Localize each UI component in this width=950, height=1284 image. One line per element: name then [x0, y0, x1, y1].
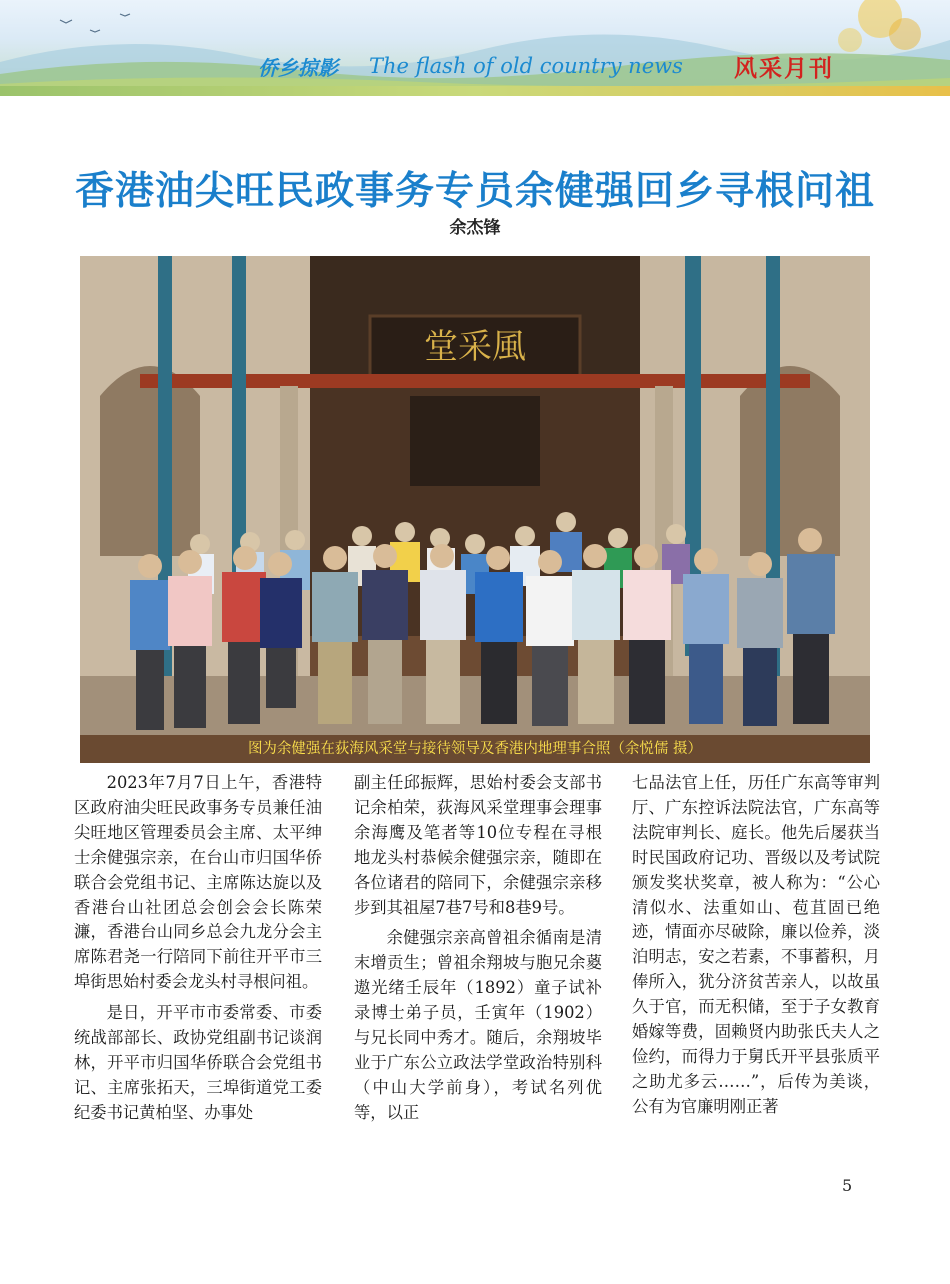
article-author: 余杰锋	[449, 218, 501, 238]
page-header	[0, 0, 950, 96]
text-column-2	[354, 771, 602, 1132]
group-photo-illustration	[80, 256, 870, 763]
paragraph: 余健强宗亲高曾祖余循南是清末增贡生；曾祖余翔坡与胞兄余葼遨光绪壬辰年（1892）童子试补录博士弟子员，壬寅年（1902）与兄长同中秀才。随后，余翔坡毕业于广东公立政法学堂政治特别科（中山大学前身），考试名列优等，以正	[354, 928, 602, 1122]
article-title: 香港油尖旺民政事务专员余健强回乡寻根问祖	[74, 169, 875, 214]
paragraph: 副主任邱振辉，思始村委会支部书记余柏荣，荻海风采堂理事会理事余海鹰及笔者等10位专程在寻根地龙头村恭候余健强宗亲，随即在各位诸君的陪同下，余健强宗亲移步到其祖屋7巷7号和8巷9号。	[354, 773, 602, 917]
section-name: 侨乡掠影	[258, 56, 338, 80]
text-column-3	[632, 771, 880, 1126]
magazine-name: 风采月刊	[734, 55, 834, 82]
paragraph: 是日，开平市市委常委、市委统战部部长、政协党组副书记谈润林，开平市归国华侨联合会党组书记、主席张拓天，三埠街道党工委纪委书记黄柏坚、办事处	[74, 1003, 322, 1122]
paragraph: 2023年7月7日上午，香港特区政府油尖旺民政事务专员兼任油尖旺地区管理委员会主席、太平绅士余健强宗亲，在台山市归国华侨联合会党组书记、主席陈达旋以及香港台山社团总会创会会长陈荣濂，香港台山同乡总会九龙分会主席陈君尧一行陪同下前往开平市三埠街思始村委会龙头村寻根问祖。	[74, 773, 322, 992]
header-strip	[0, 86, 950, 96]
page-number: 5	[842, 1176, 853, 1195]
section-name-english: The flash of old country news	[369, 54, 683, 78]
photo-caption: 图为余健强在荻海风采堂与接待领导及香港内地理事合照（余悦儒 摄）	[80, 735, 870, 763]
hall-sign-text: 堂采風	[424, 327, 526, 367]
paragraph: 七品法官上任，历任广东高等审判厅、广东控诉法院法官，广东高等法院审判长、庭长。他先后屡获当时民国政府记功、晋级以及考试院颁发奖状奖章，被人称为：“公心清似水、法重如山、苞苴固已绝迹，情面亦尽破除，廉以俭养，淡泊明志，安之若素，不事蓄积，月俸所入，犹分济贫苦亲人，以故虽久于官，而无积储，至于子女教育婚嫁等费，固赖贤内助张氏夫人之俭约，而得力于舅氏开平县张质平之助尤多云……”，后传为美谈，公有为官廉明刚正著	[632, 773, 880, 1116]
text-column-1	[74, 771, 322, 1132]
group-photo	[80, 256, 870, 763]
